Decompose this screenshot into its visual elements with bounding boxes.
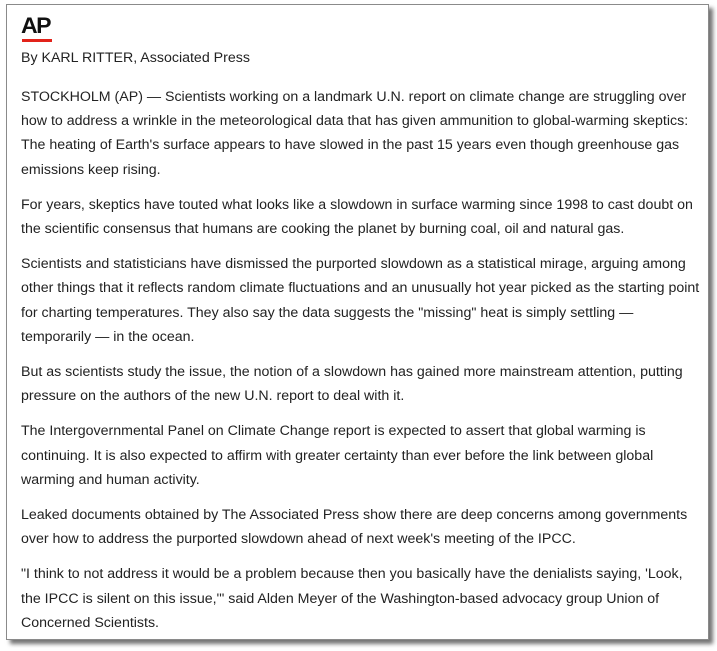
- ap-logo-accent-bar: [22, 39, 52, 42]
- article-paragraph-7: "I think to not address it would be a problem because then you basically have the denialists saying, 'Look, the IPCC is silent on this issue,'" said Alden Meyer of the Washington-based advocacy group Union of Concerned Scientists.: [21, 566, 683, 631]
- article-paragraph-5: The Intergovernmental Panel on Climate Change report is expected to assert that global warming is continuing. It is also expected to affirm with greater certainty than ever before the link between global warming and human activity.: [21, 423, 654, 488]
- byline: By KARL RITTER, Associated Press: [21, 50, 250, 66]
- article-paragraph-3: Scientists and statisticians have dismissed the purported slowdown as a statistical mirage, arguing among other things that it reflects random climate fluctuations and an unusually hot year picked as the starting point for charting temperatures. They also say the data suggests the "missing" heat is simply settling — temporarily — in the ocean.: [21, 256, 700, 345]
- article-paragraph-2: For years, skeptics have touted what looks like a slowdown in surface warming since 1998 to cast doubt on the scientific consensus that humans are cooking the planet by burning coal, oil and natural gas.: [21, 196, 693, 238]
- article-frame: [6, 4, 709, 640]
- article-paragraph-4: But as scientists study the issue, the notion of a slowdown has gained more mainstream attention, putting pressure on the authors of the new U.N. report to deal with it.: [21, 364, 683, 405]
- ap-logo: AP: [21, 13, 50, 38]
- article-body: [21, 85, 701, 646]
- article-paragraph-6: Leaked documents obtained by The Associated Press show there are deep concerns among governments over how to address the purported slowdown ahead of next week's meeting of the IPCC.: [21, 507, 688, 548]
- article-paragraph-1: STOCKHOLM (AP) — Scientists working on a landmark U.N. report on climate change are struggling over how to address a wrinkle in the meteorological data that has given ammunition to global-warming skeptics: The heating of Earth's surface appears to have slowed in the past 15 years even though greenhouse gas emissions keep rising.: [21, 89, 689, 178]
